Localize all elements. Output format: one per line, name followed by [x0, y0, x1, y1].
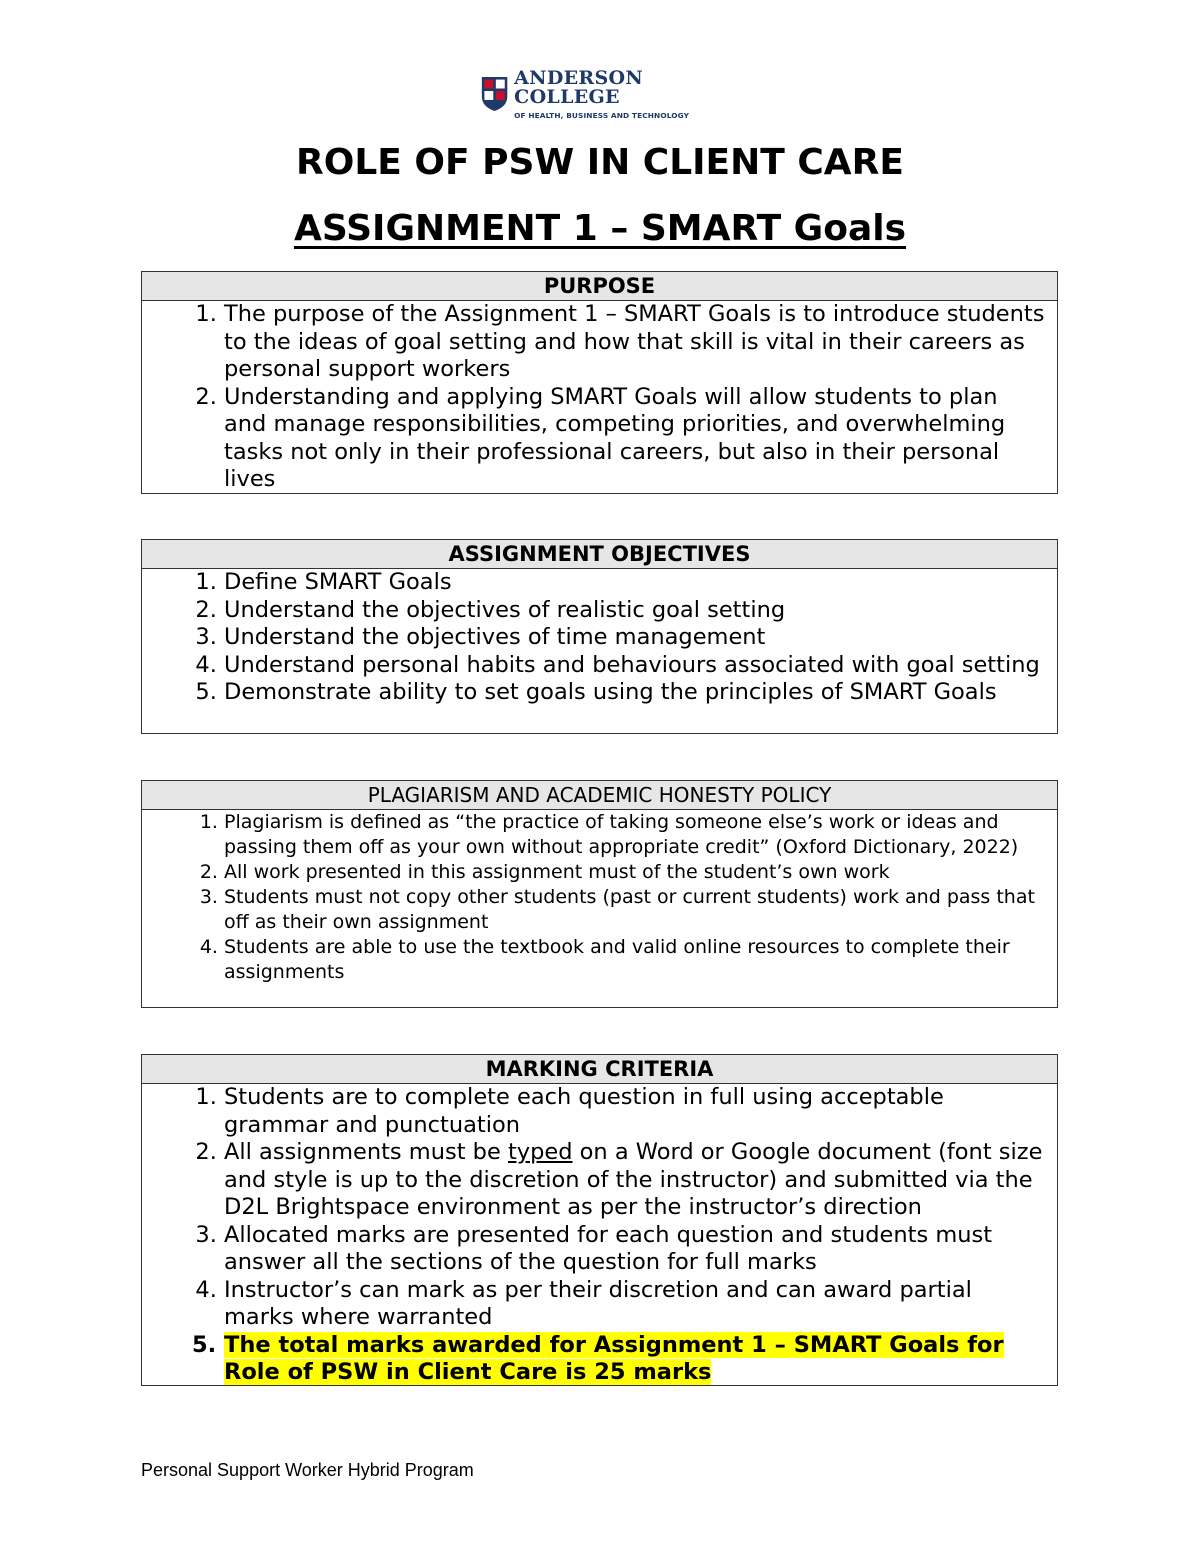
- purpose-list: [142, 301, 1057, 494]
- objectives-section: [141, 539, 1058, 734]
- purpose-section: [141, 271, 1058, 494]
- marking-heading: MARKING CRITERIA: [142, 1055, 1057, 1084]
- marking-item-text: All assignments must be: [224, 1139, 508, 1165]
- marking-item: [224, 1139, 1045, 1222]
- marking-section: [141, 1054, 1058, 1386]
- marking-item-text: on a Word or Google document (font size and style is up to the discretion of the instructor) and submitted via the D2L Brightspace environment as per the instructor’s direction: [224, 1139, 1043, 1220]
- marking-item: 1. Students are to complete each question in full using acceptable grammar and punctuation: [224, 1084, 1045, 1139]
- college-name: ANDERSON COLLEGE: [514, 66, 644, 108]
- plagiarism-item: 2. All work presented in this assignment must of the student’s own work: [224, 860, 1045, 885]
- objective-item: 5. Demonstrate ability to set goals using the principles of SMART Goals: [224, 679, 1045, 707]
- marking-list: [142, 1084, 1057, 1387]
- objective-item: 4. Understand personal habits and behaviours associated with goal setting: [224, 652, 1045, 680]
- purpose-item: 2. Understanding and applying SMART Goals will allow students to plan and manage responsibilities, competing priorities, and overwhelming tasks not only in their professional careers, but also in their personal lives: [224, 384, 1045, 494]
- college-subtitle: OF HEALTH, BUSINESS AND TECHNOLOGY: [514, 110, 690, 120]
- marking-item: 3. Allocated marks are presented for each question and students must answer all the sections of the question for full marks: [224, 1222, 1045, 1277]
- objective-item: 1. Define SMART Goals: [224, 569, 1045, 597]
- objective-item: 3. Understand the objectives of time management: [224, 624, 1045, 652]
- objective-item: 2. Understand the objectives of realistic goal setting: [224, 597, 1045, 625]
- page-title: ROLE OF PSW IN CLIENT CARE: [296, 142, 904, 183]
- total-marks-highlight: The total marks awarded for Assignment 1 – SMART Goals for Role of PSW in Client Care is 25 marks: [224, 1331, 1004, 1385]
- objectives-heading: ASSIGNMENT OBJECTIVES: [142, 540, 1057, 569]
- plagiarism-item: 3. Students must not copy other students (past or current students) work and pass that off as their own assignment: [224, 885, 1045, 935]
- marking-item: 4. Instructor’s can mark as per their discretion and can award partial marks where warranted: [224, 1277, 1045, 1332]
- plagiarism-heading: PLAGIARISM AND ACADEMIC HONESTY POLICY: [142, 781, 1057, 810]
- purpose-item: 1. The purpose of the Assignment 1 – SMART Goals is to introduce students to the ideas of goal setting and how that skill is vital in their careers as personal support workers: [224, 301, 1045, 384]
- college-shield-icon: [481, 73, 508, 115]
- typed-underlined: typed: [507, 1139, 573, 1165]
- objectives-list: [142, 569, 1057, 707]
- total-marks-item: [224, 1332, 1045, 1387]
- assignment-title: ASSIGNMENT 1 – SMART Goals: [293, 208, 907, 249]
- college-logo: [481, 66, 719, 120]
- plagiarism-section: [141, 780, 1058, 1008]
- plagiarism-list: [142, 810, 1057, 985]
- plagiarism-item: 1. Plagiarism is defined as “the practice of taking someone else’s work or ideas and passing them off as your own without appropriate credit” (Oxford Dictionary, 2022): [224, 810, 1045, 860]
- purpose-heading: PURPOSE: [142, 272, 1057, 301]
- page-footer: Personal Support Worker Hybrid Program: [141, 1460, 474, 1480]
- plagiarism-item: 4. Students are able to use the textbook and valid online resources to complete their assignments: [224, 935, 1045, 985]
